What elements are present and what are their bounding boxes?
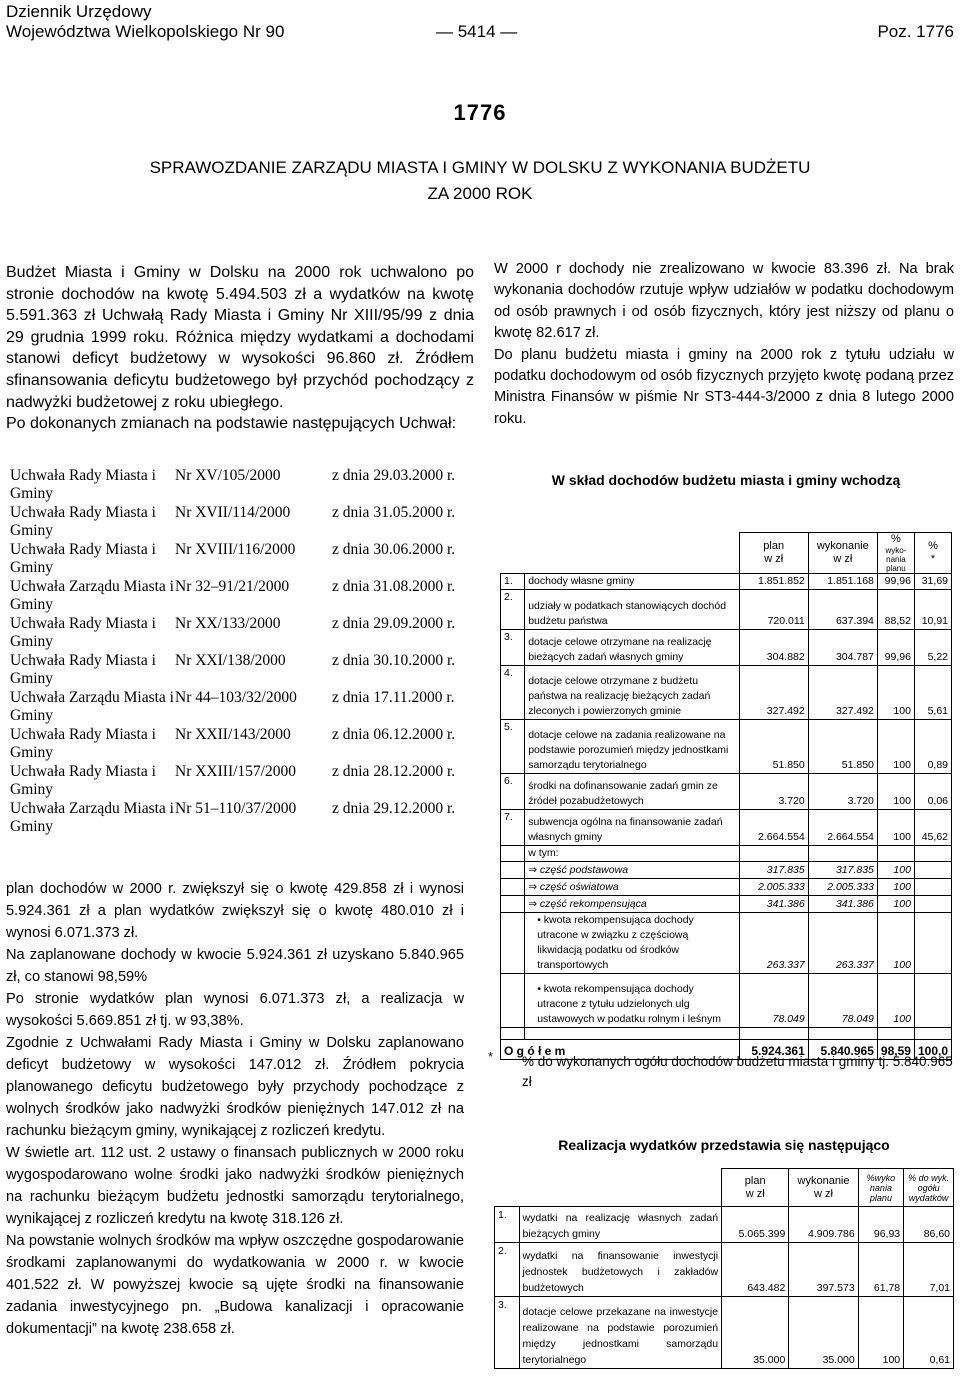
- row-pct: 100: [877, 862, 914, 879]
- row-plan: 263.337: [739, 913, 808, 974]
- row-pct-total: 31,69: [914, 574, 951, 590]
- income-col-pct-total: % *: [914, 533, 951, 574]
- row-name: dotacje celowe otrzymane na realizację bieżących zadań własnych gminy: [525, 630, 739, 666]
- resolution-date: z dnia 06.12.2000 r.: [332, 726, 456, 743]
- row-pct: 100: [858, 1297, 903, 1369]
- row-pct: 61,78: [858, 1243, 903, 1297]
- row-exec: 304.787: [808, 630, 877, 666]
- row-pct-total: 10,91: [914, 590, 951, 630]
- document-title: [0, 155, 960, 207]
- resolution-body: Uchwała Rady Miasta i Gminy: [10, 504, 156, 540]
- journal-name: [6, 2, 284, 42]
- position-number: Poz. 1776: [877, 22, 954, 41]
- income-row: [501, 774, 952, 810]
- empty-cell: [525, 1028, 739, 1040]
- resolution-date: z dnia 29.12.2000 r.: [332, 800, 456, 817]
- row-number: 1.: [495, 1207, 520, 1243]
- row-pct-total: 45,62: [914, 810, 951, 846]
- row-pct-total: 0,89: [914, 720, 951, 774]
- resolution-date: z dnia 31.05.2000 r.: [332, 504, 456, 521]
- row-name: dotacje celowe na zadania realizowane na podstawie porozumień między jednostkami samorządu terytorialnego: [525, 720, 739, 774]
- income-spacer-row: [501, 1028, 952, 1040]
- paragraph: plan dochodów w 2000 r. zwiększył się o kwotę 429.858 zł i wynosi 5.924.361 zł a plan wydatków zwiększył się o kwotę 480.010 zł i wynosi 6.071.373 zł.: [6, 881, 464, 941]
- resolution-number: Nr XV/105/2000: [175, 467, 281, 484]
- row-name: subwencja ogólna na finansowanie zadań własnych gminy: [525, 810, 739, 846]
- row-name: wydatki na realizację własnych zadań bieżących gminy: [519, 1207, 722, 1243]
- row-number: 3.: [495, 1297, 520, 1369]
- row-pct: 100: [877, 879, 914, 896]
- budget-summary-text: [6, 878, 464, 1340]
- expense-table: [494, 1168, 954, 1369]
- resolution-row: [10, 504, 470, 541]
- paragraph: Po stronie wydatków plan wynosi 6.071.373 zł, a realizacja w wysokości 5.669.851 zł tj. w 93,38%.: [6, 991, 464, 1029]
- paragraph: W 2000 r dochody nie zrealizowano w kwocie 83.396 zł. Na brak wykonania dochodów rzutuje wpływ udziałów w podatku dochodowym od osób prawnych i od osób fizycznych, który jest niższy od planu o kwotę 82.617 zł.: [494, 261, 954, 342]
- income-row: [501, 630, 952, 666]
- row-exec: 1.851.168: [808, 574, 877, 590]
- row-plan: 317.835: [739, 862, 808, 879]
- footnote-mark: *: [488, 1049, 494, 1064]
- row-number: 4.: [501, 666, 525, 720]
- resolution-date: z dnia 17.11.2000 r.: [332, 689, 455, 706]
- row-exec: 341.386: [808, 896, 877, 913]
- empty-cell: [501, 1028, 525, 1040]
- row-number: 3.: [501, 630, 525, 666]
- row-pct: 100: [877, 774, 914, 810]
- row-pct-total: [914, 862, 951, 879]
- row-plan: 35.000: [722, 1297, 789, 1369]
- row-name: udziały w podatkach stanowiących dochód budżetu państwa: [525, 590, 739, 630]
- row-exec: 35.000: [789, 1297, 858, 1369]
- income-col-pct: % wyko- nania planu: [877, 533, 914, 574]
- income-col-exec: wykonanie w zł: [808, 533, 877, 574]
- row-pct-total: [914, 846, 951, 862]
- expense-col-exec: wykonanie w zł: [789, 1169, 858, 1207]
- income-row: [501, 574, 952, 590]
- expense-table-title: Realizacja wydatków przedstawia się następująco: [558, 1137, 890, 1153]
- row-plan: 78.049: [739, 974, 808, 1028]
- journal-title: Dziennik Urzędowy: [6, 2, 152, 21]
- resolution-body: Uchwała Rady Miasta i Gminy: [10, 541, 156, 577]
- resolutions-table: [10, 467, 470, 837]
- row-pct-total: [914, 879, 951, 896]
- income-row: [501, 810, 952, 846]
- row-exec: 78.049: [808, 974, 877, 1028]
- resolution-body: Uchwała Rady Miasta i Gminy: [10, 763, 156, 799]
- row-name: dotacje celowe przekazane na inwestycje realizowane na podstawie porozumień między jednostkami samorządu terytorialnego: [519, 1297, 722, 1369]
- row-name: • kwota rekompensująca dochody utracone w związku z częściową likwidacją podatku od środków transportowych: [525, 913, 739, 974]
- row-exec: 4.909.786: [789, 1207, 858, 1243]
- resolution-date: z dnia 30.06.2000 r.: [332, 541, 456, 558]
- resolution-row: [10, 541, 470, 578]
- resolution-number: Nr XXIII/157/2000: [175, 763, 296, 780]
- resolution-number: Nr XX/133/2000: [175, 615, 281, 632]
- row-pct: [877, 846, 914, 862]
- row-number: 1.: [501, 574, 525, 590]
- paragraph: Po dokonanych zmianach na podstawie następujących Uchwał:: [6, 415, 457, 433]
- resolution-number: Nr 51–110/37/2000: [175, 800, 297, 817]
- row-pct-total: [914, 974, 951, 1028]
- row-plan: 720.011: [739, 590, 808, 630]
- row-plan: 327.492: [739, 666, 808, 720]
- row-number: 7.: [501, 810, 525, 846]
- row-number: [501, 846, 525, 862]
- journal-issue: Województwa Wielkopolskiego Nr 90: [6, 22, 285, 41]
- row-pct: 100: [877, 913, 914, 974]
- total-plan: 5.924.361: [739, 1040, 808, 1060]
- resolution-date: z dnia 29.09.2000 r.: [332, 615, 456, 632]
- resolution-date: z dnia 28.12.2000 r.: [332, 763, 456, 780]
- income-row: [501, 666, 952, 720]
- row-number: [501, 913, 525, 974]
- resolution-row: [10, 726, 470, 763]
- row-number: [501, 896, 525, 913]
- row-name: ⇒ część rekompensująca: [525, 896, 739, 913]
- row-pct-total: 7,01: [904, 1243, 954, 1297]
- row-pct-total: 0,06: [914, 774, 951, 810]
- resolution-body: Uchwała Rady Miasta i Gminy: [10, 652, 156, 688]
- income-row-in-that: [501, 846, 952, 862]
- row-pct: 88,52: [877, 590, 914, 630]
- row-exec: 51.850: [808, 720, 877, 774]
- empty-cell: [914, 1028, 951, 1040]
- row-plan: 2.664.554: [739, 810, 808, 846]
- row-exec: 2.005.333: [808, 879, 877, 896]
- resolution-row: [10, 689, 470, 726]
- resolution-row: [10, 578, 470, 615]
- empty-cell: [877, 1028, 914, 1040]
- income-table: [500, 532, 952, 1060]
- document-title-line: ZA 2000 ROK: [427, 184, 533, 203]
- paragraph: Na zaplanowane dochody w kwocie 5.924.361 zł uzyskano 5.840.965 zł, co stanowi 98,59%: [6, 947, 464, 985]
- resolution-number: Nr XVII/114/2000: [175, 504, 291, 521]
- row-pct-total: 5,22: [914, 630, 951, 666]
- row-plan: 3.720: [739, 774, 808, 810]
- resolution-number: Nr XXII/143/2000: [175, 726, 291, 743]
- row-name: • kwota rekompensująca dochody utracone z tytułu udzielonych ulg ustawowych w podatku rolnym i leśnym: [525, 974, 739, 1028]
- document-title-line: SPRAWOZDANIE ZARZĄDU MIASTA I GMINY W DOLSKU Z WYKONANIA BUDŻETU: [149, 158, 811, 177]
- resolution-number: Nr 32–91/21/2000: [175, 578, 290, 595]
- row-name: wydatki na finansowanie inwestycji jednostek budżetowych i zakładów budżetowych: [519, 1243, 722, 1297]
- expense-col-pct: %wyko nania planu: [858, 1169, 903, 1207]
- paragraph: Do planu budżetu miasta i gminy na 2000 rok z tytułu udziału w podatku dochodowym od osób fizycznych przyjęto kwotę podaną przez Ministra Finansów w piśmie Nr ST3-444-3/2000 z dnia 8 lutego 2000 roku.: [494, 346, 954, 427]
- row-exec: 3.720: [808, 774, 877, 810]
- row-number: 2.: [501, 590, 525, 630]
- resolution-date: z dnia 31.08.2000 r.: [332, 578, 456, 595]
- income-footnote: % do wykonanych ogółu dochodów budżetu miasta i gminy tj. 5.840.965 zł: [522, 1054, 953, 1089]
- resolution-body: Uchwała Zarządu Miasta i Gminy: [10, 578, 174, 614]
- empty-cell: [739, 1028, 808, 1040]
- row-pct: 100: [877, 666, 914, 720]
- row-exec: 317.835: [808, 862, 877, 879]
- paragraph: Budżet Miasta i Gminy w Dolsku na 2000 rok uchwalono po stronie dochodów na kwotę 5.494.503 zł a wydatków na kwotę 5.591.363 zł Uchwałą Rady Miasta i Gminy Nr XIII/95/99 z dnia 29 grudnia 1999 roku. Różnica między wydatkami a dochodami stanowi deficyt budżetowy w wysokości 96.860 zł. Źródłem sfinansowania deficytu budżetowego był przychód pochodzący z nadwyżki budżetowej z roku ubiegłego.: [6, 264, 474, 411]
- income-col-plan: plan w zł: [739, 533, 808, 574]
- expense-col-pct-total: % do wyk. ogółu wydatków: [904, 1169, 954, 1207]
- row-exec: 637.394: [808, 590, 877, 630]
- row-name: w tym:: [525, 846, 739, 862]
- paragraph: Na powstanie wolnych środków ma wpływ oszczędne gospodarowanie środkami zaplanowanymi do wydatkowania w 2000 r. w kwocie 401.522 zł. W powyższej kwocie są ujęte środki na finansowanie zadania inwestycyjnego pn. „Budowa kanalizacji i opracowanie dokumentacji” na kwotę 238.658 zł.: [6, 1233, 464, 1337]
- resolution-row: [10, 763, 470, 800]
- income-sub-row: [501, 974, 952, 1028]
- row-plan: 51.850: [739, 720, 808, 774]
- row-exec: [808, 846, 877, 862]
- row-name: środki na dofinansowanie zadań gmin ze źródeł pozabudżetowych: [525, 774, 739, 810]
- row-plan: [739, 846, 808, 862]
- row-exec: 263.337: [808, 913, 877, 974]
- expense-row: [495, 1243, 954, 1297]
- row-number: 6.: [501, 774, 525, 810]
- row-plan: 643.482: [722, 1243, 789, 1297]
- paragraph: W świetle art. 112 ust. 2 ustawy o finansach publicznych w 2000 roku wygospodarowano wolne środki jako nadwyżki środków pieniężnych na rachunku bieżącym budżetu jednostki samorządu terytorialnego, wynikającej z rozliczeń kredytu na kwotę 318.126 zł.: [6, 1145, 464, 1227]
- row-pct: 99,96: [877, 574, 914, 590]
- resolution-row: [10, 467, 470, 504]
- row-plan: 1.851.852: [739, 574, 808, 590]
- row-number: [501, 879, 525, 896]
- row-plan: 5.065.399: [722, 1207, 789, 1243]
- income-sub-row: [501, 862, 952, 879]
- row-name: dochody własne gminy: [525, 574, 739, 590]
- row-pct-total: 86,60: [904, 1207, 954, 1243]
- document-number: 1776: [453, 100, 507, 125]
- row-pct: 100: [877, 974, 914, 1028]
- row-pct: 100: [877, 896, 914, 913]
- resolution-body: Uchwała Zarządu Miasta i Gminy: [10, 800, 174, 836]
- resolution-row: [10, 652, 470, 689]
- row-name: dotacje celowe otrzymane z budżetu państwa na realizację bieżących zadań zleconych i powierzonych gminie: [525, 666, 739, 720]
- resolution-body: Uchwała Rady Miasta i Gminy: [10, 726, 156, 762]
- row-plan: 2.005.333: [739, 879, 808, 896]
- total-exec: 5.840.965: [808, 1040, 877, 1060]
- total-pct: 98,59: [877, 1040, 914, 1060]
- income-row: [501, 590, 952, 630]
- resolution-number: Nr XXI/138/2000: [175, 652, 286, 669]
- resolution-body: Uchwała Rady Miasta i Gminy: [10, 615, 156, 651]
- resolution-number: Nr 44–103/32/2000: [175, 689, 297, 706]
- resolution-row: [10, 615, 470, 652]
- empty-cell: [808, 1028, 877, 1040]
- row-pct-total: [914, 913, 951, 974]
- row-exec: 397.573: [789, 1243, 858, 1297]
- row-pct: 100: [877, 810, 914, 846]
- page-number: — 5414 —: [436, 22, 518, 41]
- resolution-date: z dnia 30.10.2000 r.: [332, 652, 456, 669]
- resolution-date: z dnia 29.03.2000 r.: [332, 467, 456, 484]
- row-plan: 341.386: [739, 896, 808, 913]
- row-pct: 100: [877, 720, 914, 774]
- row-plan: 304.882: [739, 630, 808, 666]
- row-number: [501, 974, 525, 1028]
- row-number: [501, 862, 525, 879]
- total-pct-total: 100,0: [914, 1040, 951, 1060]
- expense-row: [495, 1207, 954, 1243]
- row-pct-total: [914, 896, 951, 913]
- paragraph: Zgodnie z Uchwałami Rady Miasta i Gminy w Dolsku zaplanowano deficyt budżetowy w wysokości 147.012 zł. Źródłem pokrycia planowanego deficytu budżetowego były przychody pochodzące z wolnych środków jako nadwyżki środków pieniężnych 147.012 zł na rachunku bieżącym gminy, wynikającej z rozliczeń kredytu.: [6, 1035, 464, 1139]
- expense-col-plan: plan w zł: [722, 1169, 789, 1207]
- income-sub-row: [501, 879, 952, 896]
- income-sub-row: [501, 896, 952, 913]
- row-number: 5.: [501, 720, 525, 774]
- intro-text: [6, 262, 474, 435]
- expense-row: [495, 1297, 954, 1369]
- resolution-number: Nr XVIII/116/2000: [175, 541, 296, 558]
- income-table-title: W skład dochodów budżetu miasta i gminy wchodzą: [551, 472, 901, 488]
- income-shortfall-text: [494, 259, 954, 430]
- row-name: ⇒ część podstawowa: [525, 862, 739, 879]
- row-pct-total: 5,61: [914, 666, 951, 720]
- income-sub-row: [501, 913, 952, 974]
- row-pct: 99,96: [877, 630, 914, 666]
- row-number: 2.: [495, 1243, 520, 1297]
- row-pct-total: 0,61: [904, 1297, 954, 1369]
- resolution-body: Uchwała Rady Miasta i Gminy: [10, 467, 156, 503]
- row-name: ⇒ część oświatowa: [525, 879, 739, 896]
- row-exec: 2.664.554: [808, 810, 877, 846]
- total-label: O g ó ł e m: [501, 1040, 740, 1060]
- resolution-row: [10, 800, 470, 837]
- row-pct: 96,93: [858, 1207, 903, 1243]
- row-exec: 327.492: [808, 666, 877, 720]
- income-row: [501, 720, 952, 774]
- resolution-body: Uchwała Zarządu Miasta i Gminy: [10, 689, 174, 725]
